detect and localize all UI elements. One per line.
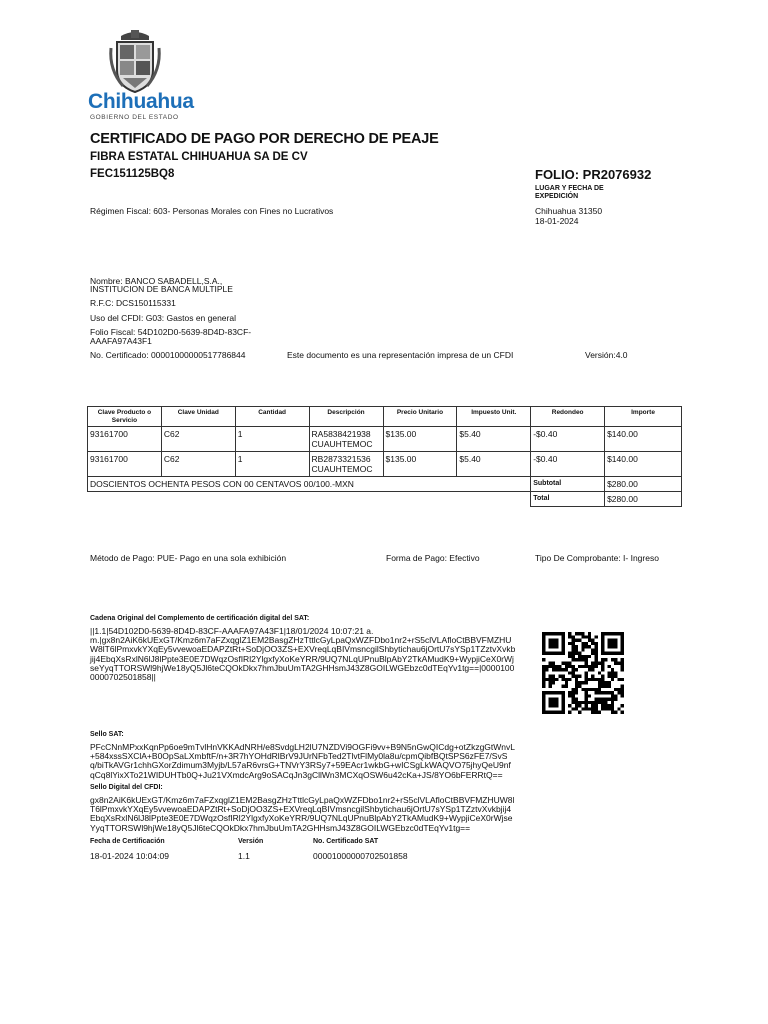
total-value: $280.00 — [605, 492, 682, 507]
fecha-certificacion-label: Fecha de Certificación — [90, 838, 165, 845]
receptor-nombre-1: Nombre: BANCO SABADELL,S.A., — [90, 276, 223, 286]
issuer-name: FIBRA ESTATAL CHIHUAHUA SA DE CV — [90, 151, 308, 163]
cell-precio-unitario: $135.00 — [383, 427, 457, 452]
cell-clave-producto: 93161700 — [88, 452, 162, 477]
subtotal-value: $280.00 — [605, 477, 682, 492]
subtotal-row — [88, 477, 682, 492]
cfdi-version: Versión:4.0 — [585, 350, 628, 360]
lugar-expedicion: Chihuahua 31350 — [535, 206, 603, 216]
certificado-sat: 00001000000702501858 — [313, 851, 408, 861]
column-header: Clave Unidad — [161, 407, 235, 427]
cell-precio-unitario: $135.00 — [383, 452, 457, 477]
cell-impuesto: $5.40 — [457, 452, 531, 477]
cadena-line: m.|gx8n2AiK6kUExGT/Kmz6m7aFZxqglZ1EM2BasgZHzTttlcGyLpaQxWZFDbo1nr2+rS5clVLAfloCtBBVFMZHU — [90, 635, 512, 646]
forma-pago: Forma de Pago: Efectivo — [386, 553, 480, 563]
cadena-line: jij4EbqXsRxlN6lJ8lPpte3E0E7DWqzOsfIRl2YlgxfyXoKeYRR/9UQ7NLqUPnuBlpAbY2TkAMudK9+WypjiCeX0rWj — [90, 653, 514, 664]
cell-descripcion: RA5838421938 CUAUHTEMOC — [309, 427, 383, 452]
column-header: Impuesto Unit. — [457, 407, 531, 427]
cadena-original-label: Cadena Original del Complemento de certificación digital del SAT: — [90, 615, 310, 622]
receptor-rfc: R.F.C: DCS150115331 — [90, 298, 176, 308]
sello-cfdi — [90, 796, 540, 833]
amount-in-words: DOSCIENTOS OCHENTA PESOS CON 00 CENTAVOS 00/100.-MXN — [88, 477, 531, 492]
column-header: Cantidad — [235, 407, 309, 427]
sello-sat-line: +584xssSXClA+B0OpSaLXmbftF/n+3R7hYOHdRlBrV9JUrNFbTed2TlvtFlMy0la8u/cpmQibfBQtSPS6zFE7/SvS — [90, 751, 508, 762]
folio-fiscal-2: AAAFA97A43F1 — [90, 336, 152, 346]
sello-cfdi-line: EbqXsRxlN6lJ8lPpte3E0E7DWqzOsfIRl2YlgxfyXoKeYRR/9UQ7NLqUPnuBlpAbY2TkAMudK9+WypjiCeX0rWjse — [90, 813, 513, 824]
qr-code — [542, 632, 624, 714]
cell-clave-unidad: C62 — [161, 452, 235, 477]
total-row — [88, 492, 682, 507]
empty-cell — [88, 492, 531, 507]
column-header: Clave Producto o Servicio — [88, 407, 162, 427]
column-header: Precio Unitario — [383, 407, 457, 427]
cell-importe: $140.00 — [605, 427, 682, 452]
uso-cfdi: Uso del CFDI: G03: Gastos en general — [90, 313, 236, 323]
table-header-row — [88, 407, 682, 427]
version-value: 1.1 — [238, 851, 250, 861]
logo-subtitle: GOBIERNO DEL ESTADO — [90, 114, 179, 121]
cadena-line: 0000702501858|| — [90, 672, 156, 683]
representacion-impresa: Este documento es una representación impresa de un CFDI — [287, 350, 514, 360]
cell-cantidad: 1 — [235, 452, 309, 477]
no-certificado: No. Certificado: 00001000000517786844 — [90, 350, 246, 360]
cell-clave-unidad: C62 — [161, 427, 235, 452]
column-header: Importe — [605, 407, 682, 427]
document-title: CERTIFICADO DE PAGO POR DERECHO DE PEAJE — [90, 131, 439, 147]
regimen-fiscal: Régimen Fiscal: 603- Personas Morales con Fines no Lucrativos — [90, 206, 334, 216]
subtotal-label: Subtotal — [531, 477, 605, 492]
sello-cfdi-line: gx8n2AiK6kUExGT/Kmz6m7aFZxqglZ1EM2BasgZHzTttlcGyLpaQxWZFDbo1nr2+rS5clVLAfloCtBBVFMZHUW8l — [90, 795, 515, 805]
folio-number: FOLIO: PR2076932 — [535, 167, 652, 182]
cell-cantidad: 1 — [235, 427, 309, 452]
fecha-expedicion: 18-01-2024 — [535, 216, 579, 226]
sello-sat — [90, 743, 540, 780]
cadena-line: W8lT6lPmxvkYXqEy5vvewoaEDAPZtRt+SoDjOO3ZS+EXVreqLqBIVmsncgilShbytichau6jOrtU7sYSp1TZztvXvkb — [90, 644, 516, 655]
cadena-line: ||1.1|54D102D0-5639-8D4D-83CF-AAAFA97A43F1|18/01/2024 10:07:21 a. — [90, 626, 374, 636]
tipo-comprobante: Tipo De Comprobante: I- Ingreso — [535, 553, 659, 563]
cell-impuesto: $5.40 — [457, 427, 531, 452]
column-header: Redondeo — [531, 407, 605, 427]
cadena-original — [90, 627, 530, 682]
sello-cfdi-label: Sello Digital del CFDI: — [90, 784, 163, 791]
state-seal — [107, 30, 163, 94]
table-row — [88, 452, 682, 477]
version-label: Versión — [238, 838, 264, 845]
cell-descripcion: RB2873321536 CUAUHTEMOC — [309, 452, 383, 477]
cell-importe: $140.00 — [605, 452, 682, 477]
sello-cfdi-line: YyqTTORSWl9hjWe18yQ5Jl6teCQOkDkx7hmJbuUmTA2GHHsmJ43Z8GOILWGEbzc0dTEqYv1tg== — [90, 822, 471, 833]
lugar-label-1: LUGAR Y FECHA DE — [535, 185, 604, 192]
metodo-pago: Método de Pago: PUE- Pago en una sola exhibición — [90, 553, 287, 563]
fecha-certificacion: 18-01-2024 10:04:09 — [90, 851, 169, 861]
items-table — [87, 406, 682, 507]
sello-sat-line: qCq8lYixXTo21WIDUHTb0Q+Ju21VXmdcArg9oSACqJn3gCllWn3MCXqOSW6u42cKa+JS/8YO6bFERRtQ== — [90, 769, 503, 780]
cell-redondeo: -$0.40 — [531, 452, 605, 477]
certificado-sat-label: No. Certificado SAT — [313, 838, 379, 845]
lugar-label-2: EXPEDICIÓN — [535, 193, 579, 200]
cadena-line: seYyqTTORSWl9hjWe18yQ5Jl6teCQOkDkx7hmJbuUmTA2GHHsmJ43Z8GOILWGEbzc0dTEqYv1tg==|0000100 — [90, 662, 515, 673]
logo-name: Chihuahua — [88, 90, 194, 113]
total-label: Total — [531, 492, 605, 507]
receptor-nombre-2: INSTITUCION DE BANCA MULTIPLE — [90, 284, 233, 294]
folio-fiscal-1: Folio Fiscal: 54D102D0-5639-8D4D-83CF- — [90, 327, 252, 337]
sello-sat-label: Sello SAT: — [90, 731, 124, 738]
column-header: Descripción — [309, 407, 383, 427]
cell-redondeo: -$0.40 — [531, 427, 605, 452]
issuer-rfc: FEC151125BQ8 — [90, 168, 175, 180]
table-row — [88, 427, 682, 452]
cell-clave-producto: 93161700 — [88, 427, 162, 452]
sello-cfdi-line: T6lPmxvkYXqEy5vvewoaEDAPZtRt+SoDjOO3ZS+EXVreqLqBIVmsncgilShbytichau6jOrtU7sYSp1TZztvXvkbjij4 — [90, 804, 512, 815]
sello-sat-line: PFcCNnMPxxKqnPp6oe9mTvlHnVKKAdNRH/e8SvdgLH2lU7NZDVi9OGFi9vv+B9N5nGwQICdg+otZkzgGtWnvL — [90, 742, 516, 752]
sello-sat-line: q/biTkAVGr1chhGXorZdimum3Myjb/L57aR6vrsG+TNVrY3RSy7+59EAcr1wkbG+wICSgLkWAQVO75jhyQeU9nf — [90, 760, 511, 771]
